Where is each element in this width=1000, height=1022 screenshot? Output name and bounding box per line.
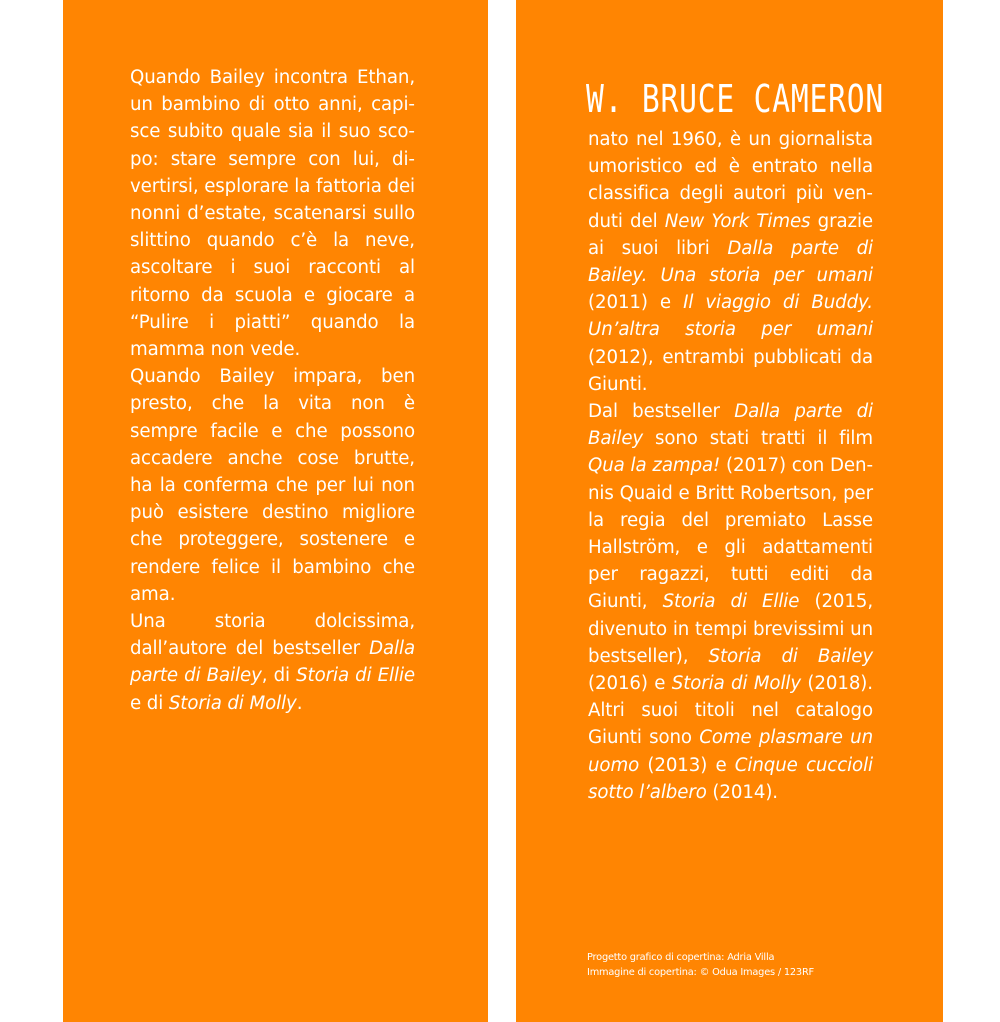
- text-run: .: [296, 692, 303, 714]
- italic-title-run: Storia di Ellie: [662, 591, 800, 613]
- text-run: (2011) e: [588, 292, 684, 314]
- text-run: (2016) e: [588, 673, 672, 695]
- italic-title-run: Storia di Molly: [671, 673, 802, 695]
- text-run: e di: [130, 692, 169, 714]
- text-run: (2017) con Dennis Quaid e Britt Robertson, per la regia del premiato Lasse Hallström, e gli adattamenti per ragazzi, tutti editi da Giunti,: [588, 455, 874, 613]
- cover-credits: [587, 950, 814, 980]
- synopsis-paragraph: [130, 64, 415, 363]
- synopsis-paragraph: [130, 608, 415, 717]
- text-run: , di: [261, 665, 297, 687]
- synopsis-paragraph: [130, 363, 415, 608]
- italic-title-run: Il viaggio di Buddy. Un’altra storia per umani: [588, 292, 873, 341]
- text-run: sono stati tratti il film: [643, 428, 873, 450]
- text-run: Quando Bailey impara, ben presto, che la vita non è sempre facile e che possono accadere anche cose brutte, ha la conferma che per lui non può esistere destino migliore che proteggere, sostenere e rendere felice il bambino che ama.: [130, 366, 415, 605]
- text-run: (2013) e: [639, 754, 735, 776]
- front-flap: [516, 0, 943, 1022]
- author-name: W. BRUCE CAMERON: [586, 77, 884, 121]
- italic-title-run: Dalla parte di Bailey. Una storia per umani: [588, 237, 873, 287]
- synopsis-text: [130, 64, 415, 717]
- author-bio: [588, 126, 873, 806]
- italic-title-run: Cinque cuccioli sotto l’albero: [588, 754, 873, 803]
- text-run: (2015, divenuto in tempi brevissimi un bestseller),: [588, 591, 874, 667]
- text-run: (2018). Altri suoi titoli nel catalogo Giunti sono: [588, 673, 873, 749]
- text-run: (2012), entrambi pubblicati da Giunti.: [588, 346, 873, 395]
- italic-title-run: Dalla parte di Bailey: [130, 638, 415, 687]
- italic-title-run: Qua la zampa!: [588, 455, 721, 477]
- italic-title-run: New York Times: [664, 210, 811, 232]
- italic-title-run: Storia di Ellie: [296, 665, 415, 687]
- cover-design-credit: Progetto grafico di copertina: Adria Villa: [587, 952, 775, 963]
- back-flap: [63, 0, 488, 1022]
- text-run: Quando Bailey incontra Ethan, un bambino di otto anni, capisce subito quale sia il suo scopo: stare sempre con lui, divertirsi, esplorare la fattoria dei nonni d’estate, scatenarsi sullo slittino quando c’è la neve, ascoltare i suoi racconti al ritorno da scuola e giocare a “Pulire i piatti” quando la mamma non vede.: [130, 67, 415, 361]
- italic-title-run: Come plasmare un uomo: [588, 727, 873, 776]
- italic-title-run: Storia di Bailey: [708, 645, 873, 667]
- text-run: Dal bestseller: [588, 401, 735, 423]
- bio-paragraph: [588, 126, 873, 398]
- italic-title-run: Storia di Molly: [168, 692, 297, 714]
- italic-title-run: Dalla parte di Bailey: [588, 401, 874, 450]
- text-run: Una storia dolcissima, dall’autore del bestseller: [130, 611, 415, 660]
- bio-paragraph: [588, 398, 873, 806]
- text-run: (2014).: [706, 781, 778, 803]
- text-run: nato nel 1960, è un giornalista umoristico ed è entrato nella classifica degli autori più venduti del: [588, 129, 873, 232]
- cover-image-credit: Immagine di copertina: © Odua Images / 123RF: [587, 967, 814, 978]
- text-run: grazie ai suoi libri: [588, 210, 873, 259]
